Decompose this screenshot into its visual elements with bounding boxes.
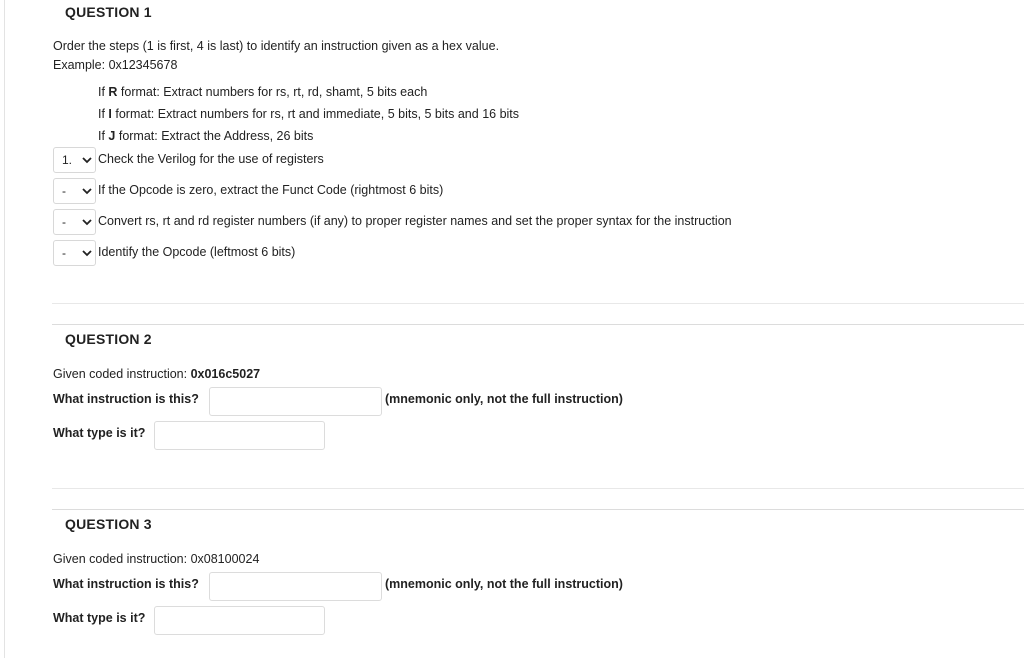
question-2-given [53,367,260,381]
format-r-prefix: If [98,85,109,99]
step-1-label: Check the Verilog for the use of registers [98,152,324,166]
question-1-divider [52,303,1024,304]
step-2-order-value: - [62,184,66,198]
question-2-top-divider [52,324,1024,325]
question-3-given [53,552,259,566]
question-3-hex-value: 0x08100024 [190,552,260,566]
format-j-note [98,129,313,143]
question-3-title: QUESTION 3 [65,516,152,532]
step-3-order-select[interactable] [53,209,96,235]
format-i-note [98,107,519,121]
question-3-top-divider [52,509,1024,510]
question-3-type-input[interactable] [154,606,325,635]
question-2-divider [52,488,1024,489]
format-r-text: format: Extract numbers for rs, rt, rd, shamt, 5 bits each [117,85,428,99]
chevron-down-icon [81,154,93,166]
left-border [4,0,5,658]
question-2-given-prefix: Given coded instruction: [53,367,191,381]
step-1-order-select[interactable] [53,147,96,173]
question-2-title: QUESTION 2 [65,331,152,347]
question-2-instruction-label: What instruction is this? [53,392,199,406]
format-i-letter: I [108,107,112,121]
question-2-hex-value: 0x016c5027 [190,367,261,381]
question-2-instruction-input[interactable] [209,387,382,416]
step-3-order-value: - [62,215,66,229]
format-r-note [98,85,427,99]
step-4-order-select[interactable] [53,240,96,266]
question-1-prompt: Order the steps (1 is first, 4 is last) to identify an instruction given as a hex value. [53,39,500,53]
question-2-type-input[interactable] [154,421,325,450]
step-4-label: Identify the Opcode (leftmost 6 bits) [98,245,296,259]
step-2-label: If the Opcode is zero, extract the Funct Code (rightmost 6 bits) [98,183,444,197]
question-3-instruction-input[interactable] [209,572,382,601]
question-3-mnemonic-note: (mnemonic only, not the full instruction) [385,577,623,591]
format-j-text: format: Extract the Address, 26 bits [115,129,314,143]
question-2-type-label: What type is it? [53,426,146,440]
step-3-label: Convert rs, rt and rd register numbers (if any) to proper register names and set the proper syntax for the instruction [98,214,732,228]
format-i-prefix: If [98,107,109,121]
question-2-mnemonic-note: (mnemonic only, not the full instruction) [385,392,623,406]
format-j-letter: J [108,129,116,143]
question-3-instruction-label: What instruction is this? [53,577,199,591]
question-3-type-label: What type is it? [53,611,146,625]
step-1-order-value: 1. [62,153,73,167]
step-4-order-value: - [62,246,66,260]
format-r-letter: R [108,85,118,99]
step-2-order-select[interactable] [53,178,96,204]
format-i-text: format: Extract numbers for rs, rt and immediate, 5 bits, 5 bits and 16 bits [111,107,520,121]
chevron-down-icon [81,216,93,228]
format-j-prefix: If [98,129,109,143]
question-3-given-prefix: Given coded instruction: [53,552,191,566]
chevron-down-icon [81,185,93,197]
chevron-down-icon [81,247,93,259]
question-1-title: QUESTION 1 [65,4,152,20]
question-1-example: Example: 0x12345678 [53,58,178,72]
